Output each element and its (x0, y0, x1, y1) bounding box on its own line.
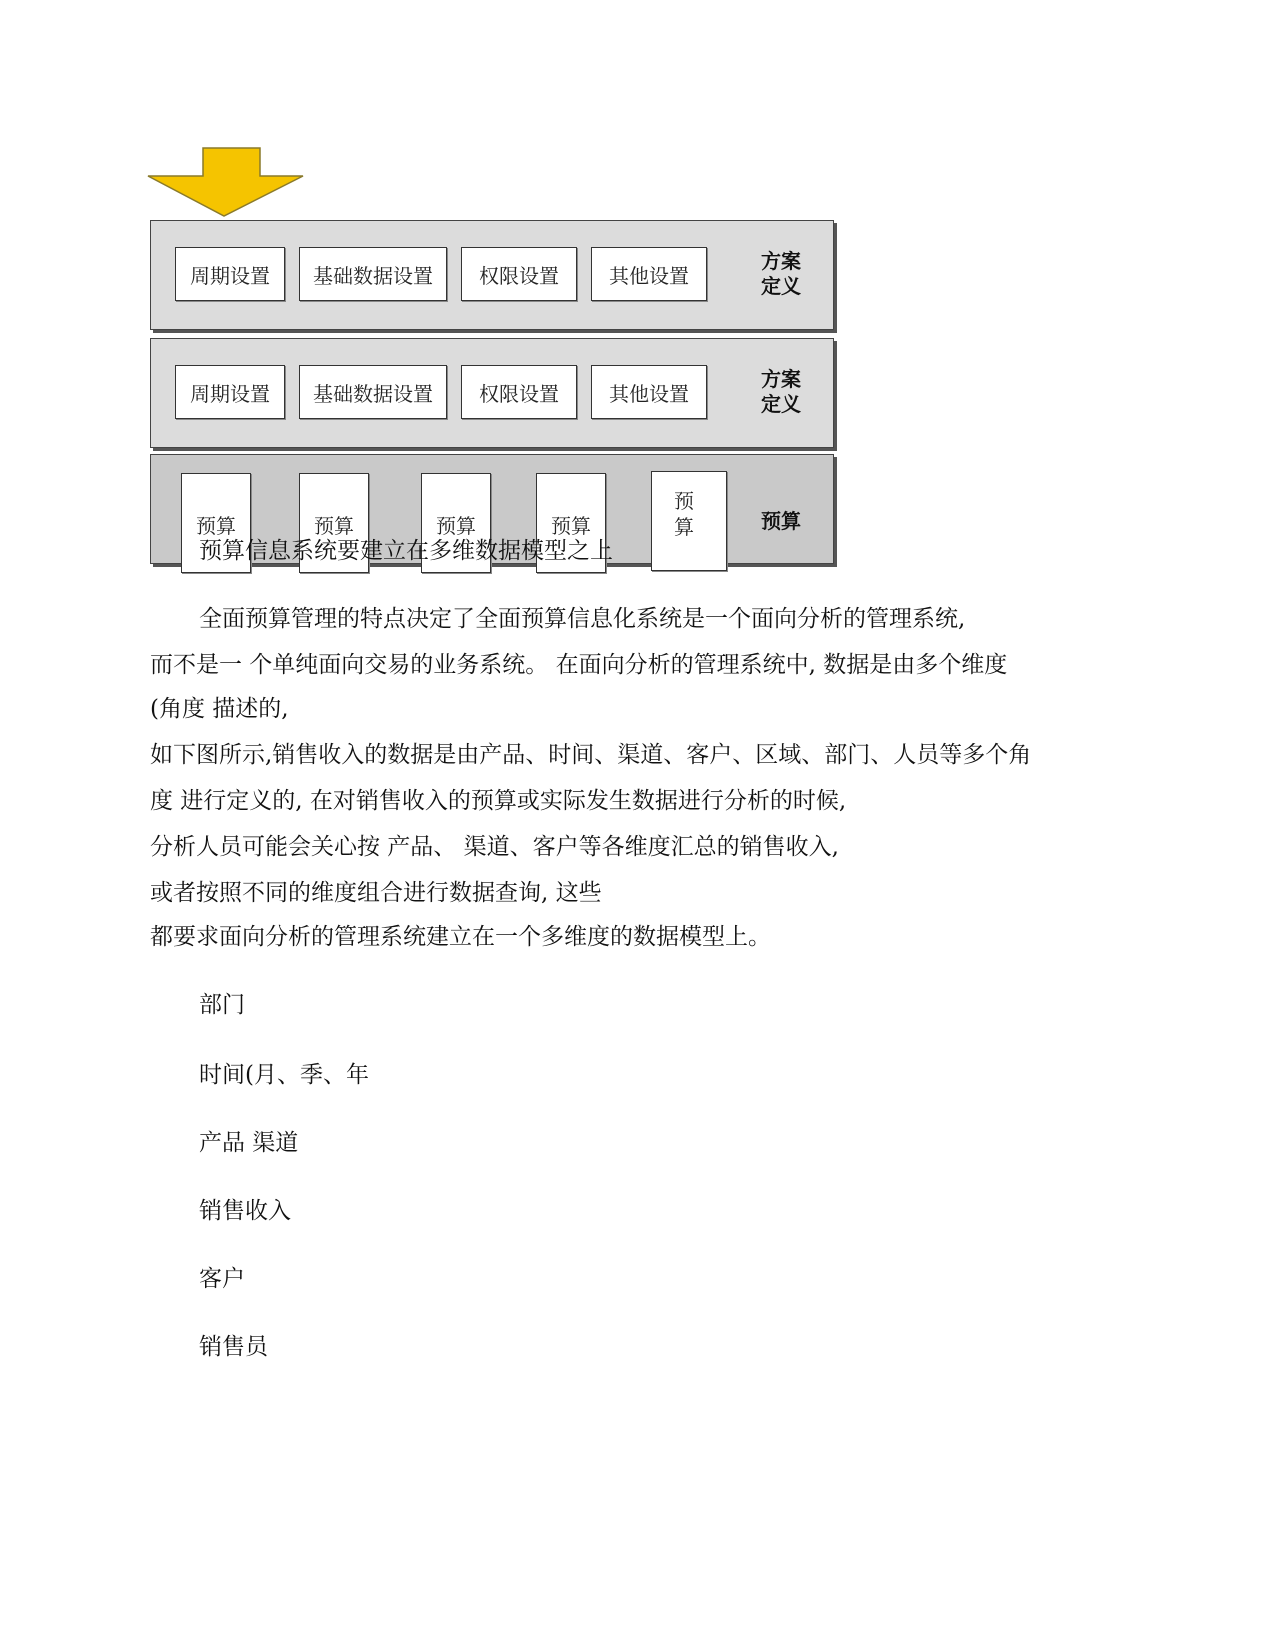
down-arrow-icon (148, 148, 308, 220)
dimension-label-customer: 客户 (199, 1266, 245, 1292)
paragraph-line: 如下图所示,销售收入的数据是由产品、时间、渠道、客户、区域、部门、人员等多个角 (150, 742, 1032, 768)
dimension-label-sales-revenue: 销售收入 (199, 1198, 291, 1224)
scheme-definition-band (150, 220, 834, 330)
band-label (757, 249, 805, 299)
paragraph-line: 而不是一 个单纯面向交易的业务系统。 在面向分析的管理系统中, 数据是由多个维度 (150, 652, 1008, 678)
period-settings-box: 周期设置 (175, 247, 285, 301)
budget-system-diagram (148, 148, 838, 539)
budget-box: 预算 (536, 473, 606, 573)
band-label-line1: 方案 (761, 367, 801, 391)
budget-box: 预算 (421, 473, 491, 573)
band-label-line1: 预算 (761, 509, 801, 533)
paragraph-line: 度 进行定义的, 在对销售收入的预算或实际发生数据进行分析的时候, (150, 788, 847, 814)
budget-box: 预算 (181, 473, 251, 573)
paragraph-line: 分析人员可能会关心按 产品、 渠道、客户等各维度汇总的销售收入, (150, 834, 839, 860)
paragraph-line: (角度 描述的, (150, 696, 289, 722)
figure-caption: 预算信息系统要建立在多维数据模型之上 (199, 538, 613, 564)
other-settings-box: 其他设置 (591, 365, 707, 419)
band-label-line1: 方案 (761, 249, 801, 273)
band-label (757, 367, 805, 417)
base-data-settings-box: 基础数据设置 (299, 247, 447, 301)
dimension-label-product-channel: 产品 渠道 (199, 1130, 299, 1156)
scheme-definition-band-2 (150, 338, 834, 448)
paragraph-line: 或者按照不同的维度组合进行数据查询, 这些 (150, 880, 602, 906)
budget-box: 预算 (299, 473, 369, 573)
paragraph-line: 全面预算管理的特点决定了全面预算信息化系统是一个面向分析的管理系统, (199, 606, 966, 632)
permission-settings-box: 权限设置 (461, 247, 577, 301)
band-label (757, 509, 805, 534)
base-data-settings-box: 基础数据设置 (299, 365, 447, 419)
band-label-line2: 定义 (761, 392, 801, 416)
paragraph-line: 都要求面向分析的管理系统建立在一个多维度的数据模型上。 (150, 924, 771, 950)
dimension-label-department: 部门 (199, 992, 245, 1018)
dimension-label-salesperson: 销售员 (199, 1334, 268, 1360)
other-settings-box: 其他设置 (591, 247, 707, 301)
band-label-line2: 定义 (761, 274, 801, 298)
period-settings-box: 周期设置 (175, 365, 285, 419)
budget-box: 预 算 (651, 471, 727, 571)
dimension-label-time: 时间(月、季、年 (199, 1062, 369, 1088)
permission-settings-box: 权限设置 (461, 365, 577, 419)
